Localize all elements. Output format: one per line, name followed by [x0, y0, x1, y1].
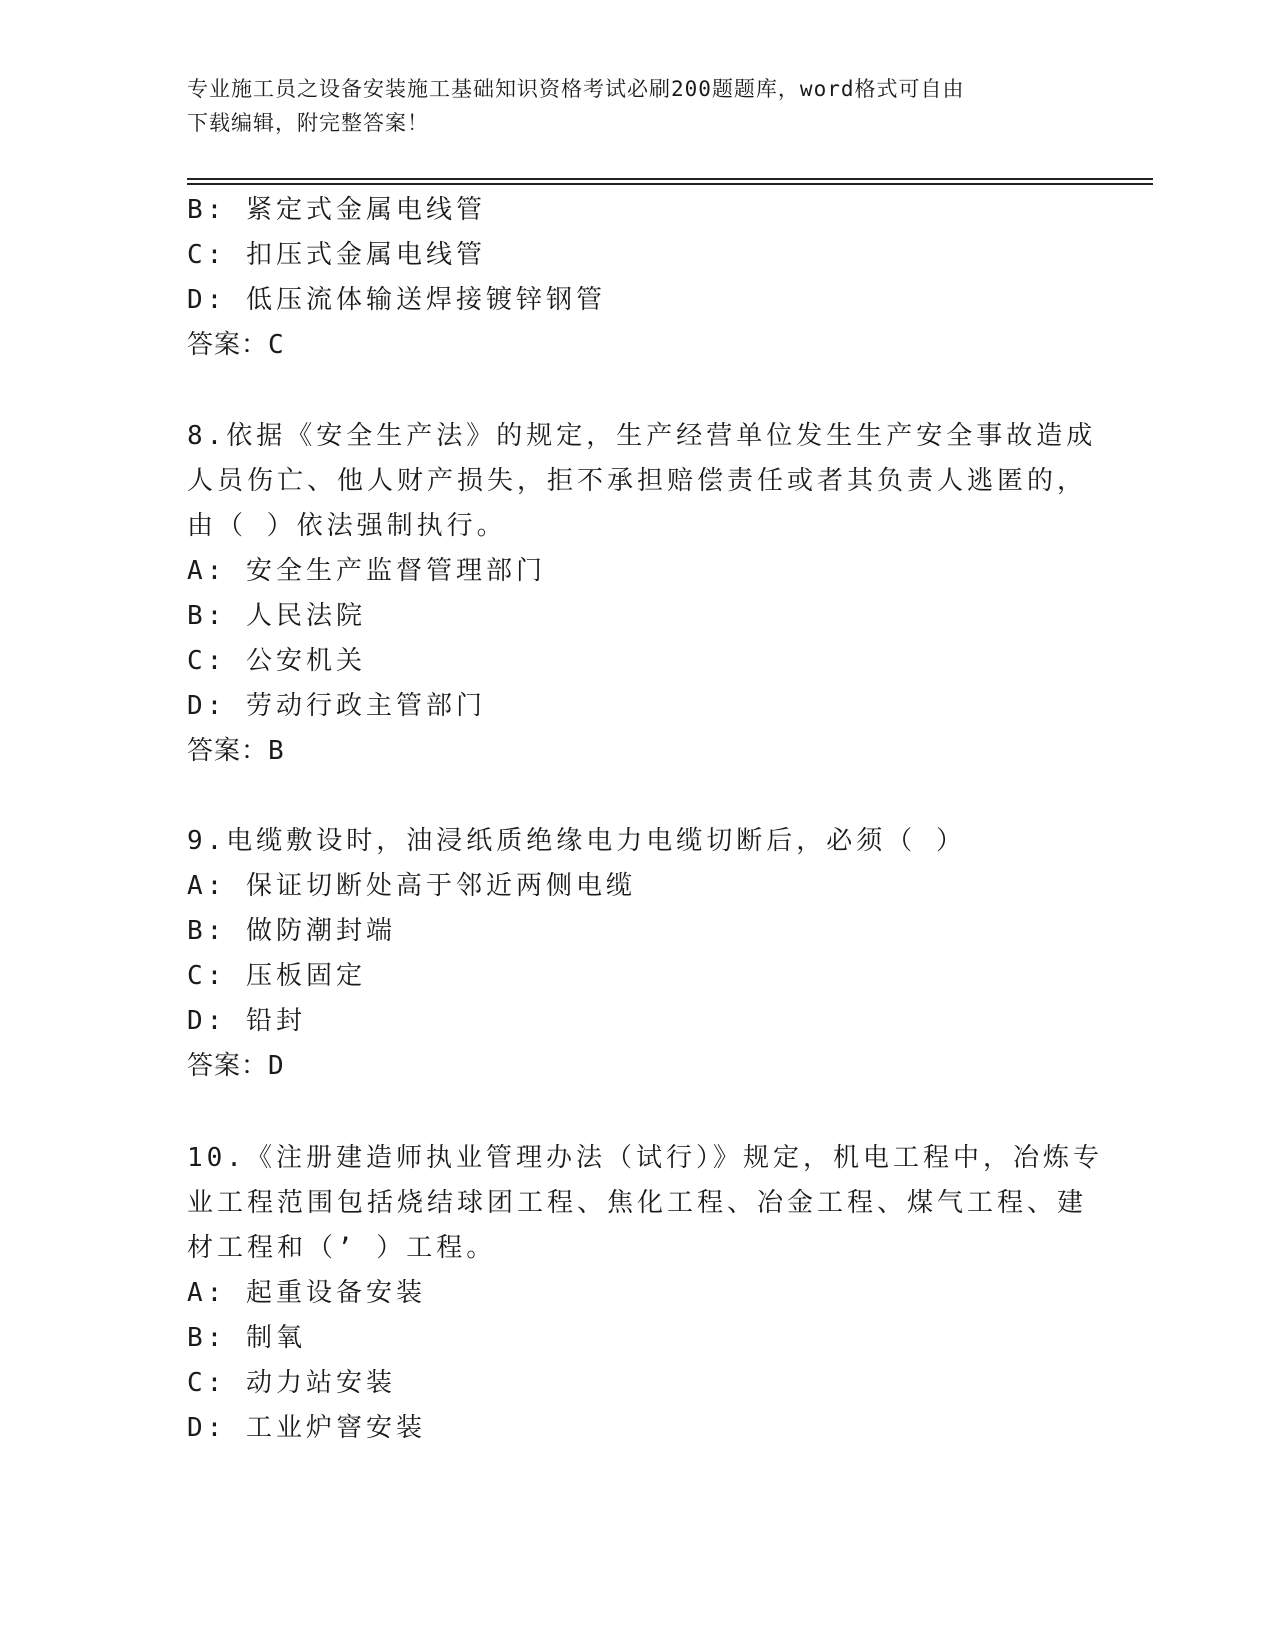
q7-answer: 答案：C [187, 330, 285, 360]
q7-option-b: B: 紧定式金属电线管 [187, 195, 486, 225]
q8-option-d: D: 劳动行政主管部门 [187, 691, 486, 721]
header-divider-top [187, 178, 1153, 180]
q7-option-d: D: 低压流体输送焊接镀锌钢管 [187, 285, 606, 315]
header-divider-bottom [187, 183, 1153, 185]
q10-option-d: D: 工业炉窨安装 [187, 1413, 426, 1443]
q10-option-b: B: 制氧 [187, 1323, 306, 1353]
q9-option-d: D: 铅封 [187, 1006, 306, 1036]
document-header [187, 72, 1087, 140]
q10-stem-line-2: 业工程范围包括烧结球团工程、焦化工程、冶金工程、煤气工程、建 [187, 1188, 1088, 1218]
q9-option-b: B: 做防潮封端 [187, 916, 396, 946]
header-line-1: 专业施工员之设备安装施工基础知识资格考试必刷200题题库，word格式可自由 [187, 77, 965, 101]
q9-answer: 答案：D [187, 1051, 285, 1081]
q8-stem-line-1: 8.依据《安全生产法》的规定，生产经营单位发生生产安全事故造成 [187, 421, 1097, 451]
q8-stem-line-2: 人员伤亡、他人财产损失，拒不承担赔偿责任或者其负责人逃匿的， [187, 466, 1088, 496]
q9-option-c: C: 压板固定 [187, 961, 366, 991]
q7-option-c: C: 扣压式金属电线管 [187, 240, 486, 270]
q10-option-a: A: 起重设备安装 [187, 1278, 426, 1308]
q10-stem-line-1: 10.《注册建造师执业管理办法（试行）》规定，机电工程中，冶炼专 [187, 1143, 1103, 1173]
q9-stem-line-1: 9.电缆敷设时，油浸纸质绝缘电力电缆切断后，必须（ ） [187, 826, 966, 856]
q8-option-a: A: 安全生产监督管理部门 [187, 556, 546, 586]
q8-stem-line-3: 由（ ）依法强制执行。 [187, 511, 507, 541]
q9-option-a: A: 保证切断处高于邻近两侧电缆 [187, 871, 636, 901]
q8-option-b: B: 人民法院 [187, 601, 366, 631]
q10-stem-line-3: 材工程和（’ ）工程。 [187, 1233, 497, 1263]
q10-option-c: C: 动力站安装 [187, 1368, 396, 1398]
q8-answer: 答案：B [187, 736, 285, 766]
q8-option-c: C: 公安机关 [187, 646, 366, 676]
header-line-2: 下载编辑，附完整答案！ [187, 111, 429, 135]
